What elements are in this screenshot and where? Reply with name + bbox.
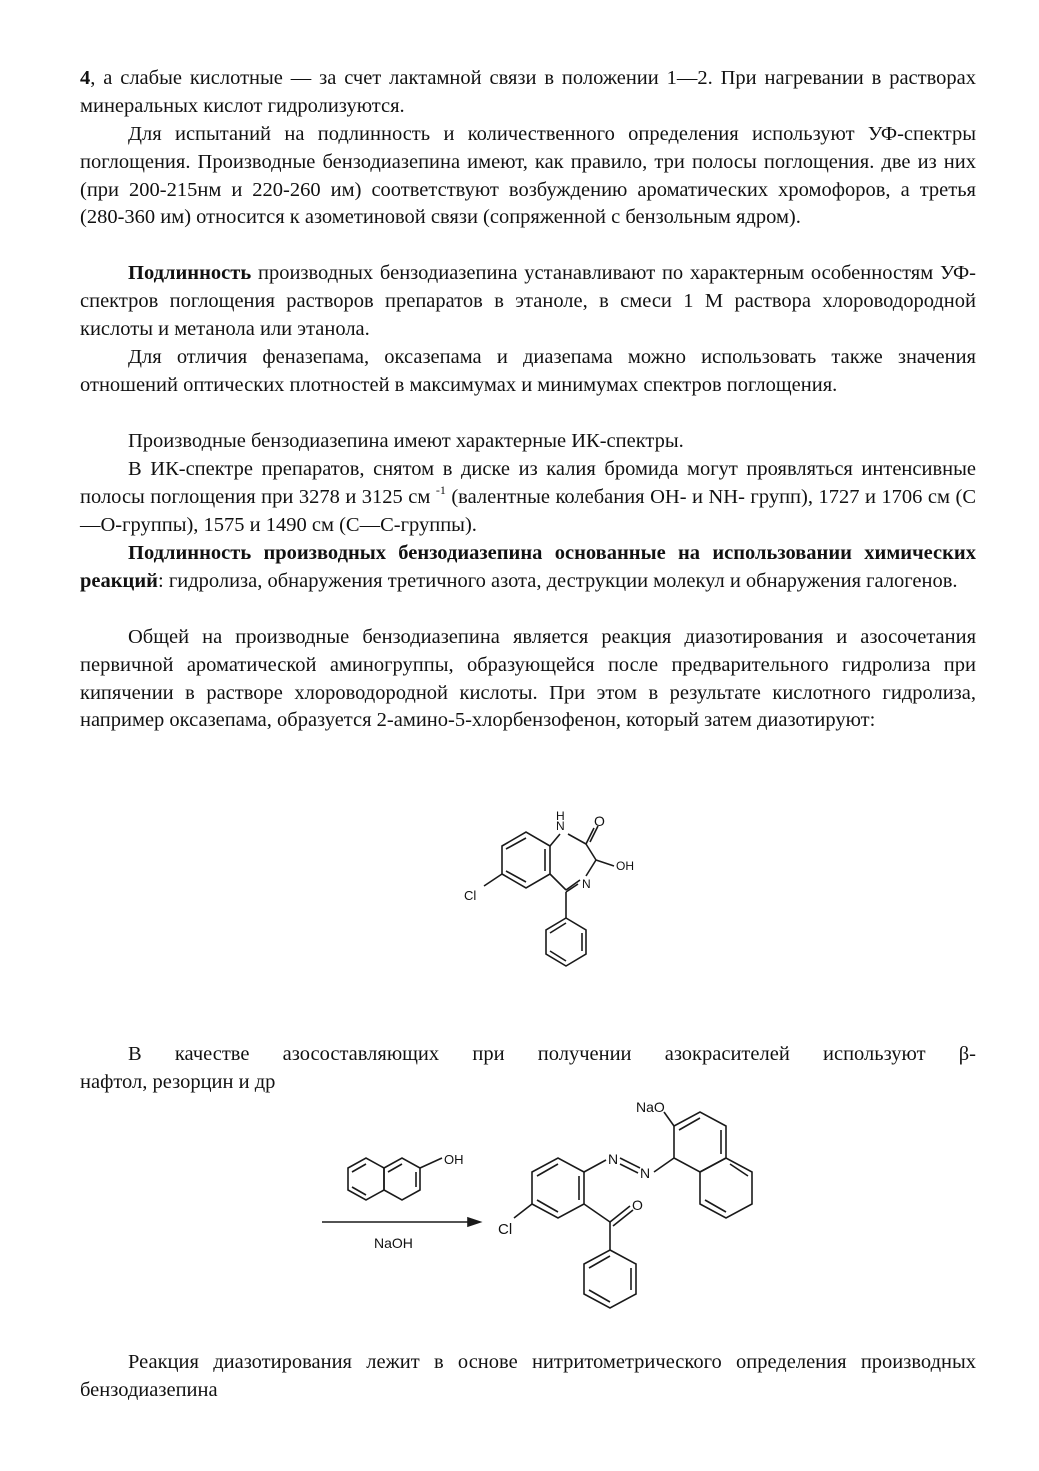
- paragraph-7: [80, 540, 976, 596]
- cl-label: Cl: [464, 888, 477, 903]
- paragraph-8: Общей на производные бензодиазепина является реакция диазотирования и азосочетания первичной ароматической аминогруппы, образующейся после предварительного гидролиза при кипячении в растворе хлороводородной кислоты. При этом в результате кислотного гидролиза, например оксазепама, образуется 2-амино-5-хлорбензофенон, который затем диазотируют:: [80, 626, 976, 732]
- paragraph-10: Реакция диазотирования лежит в основе нитритометрического определения производных бензодиазепина: [80, 1351, 976, 1401]
- paragraph-4: Для отличия феназепама, оксазепама и диазепама можно использовать также значения отношений оптических плотностей в максимумах и минимумах спектров поглощения.: [80, 346, 976, 396]
- oxygen-label: O: [594, 813, 605, 829]
- paragraph-1: [80, 65, 976, 121]
- inner-bond: [550, 951, 566, 961]
- paragraph-6: [80, 456, 976, 539]
- ring-bond: [550, 834, 560, 846]
- n-ring-label: N: [582, 877, 591, 891]
- ring-bond: [568, 834, 586, 844]
- paragraph-text: В ИК-спектре препаратов, снятом в диске из калия бромида могут проявляться интенсивные полосы поглощения при 3278 и 3125 см: [80, 458, 976, 508]
- paragraph-text: производных бензодиазепина устанавливают по характерным особенностям УФ-спектров поглощения растворов препаратов в этаноле, в смеси 1 М раствора хлороводородной кислоты и метанола или этанола.: [80, 262, 976, 340]
- inner-bond: [679, 1118, 700, 1130]
- inner-bond: [537, 1200, 558, 1212]
- paragraph-9-line-2: нафтол, резорцин и др: [80, 1071, 276, 1093]
- inner-bond: [550, 923, 566, 933]
- paragraph-5: Производные бензодиазепина имеют характерные ИК-спектры.: [128, 430, 684, 452]
- paragraph-9-line-1: В качестве азосоставляющих при получении азокрасителей используют β-: [128, 1043, 976, 1065]
- bold-term: Подлинность: [128, 262, 252, 284]
- oh-label: OH: [616, 859, 634, 873]
- arrow-head: [468, 1218, 480, 1226]
- paragraph-3: [80, 260, 976, 343]
- product-o-label: O: [632, 1197, 643, 1213]
- benzene-ring-a: [502, 832, 550, 888]
- reagent-label: NaOH: [374, 1235, 413, 1251]
- ketone-bond: [584, 1204, 610, 1222]
- azo-n2-label: N: [640, 1165, 651, 1181]
- cl-bond: [484, 874, 502, 886]
- bold-heading: Подлинность производных бензодиазепина основанные на использовании химических реакций: [80, 542, 976, 592]
- paragraph-2: Для испытаний на подлинность и количественного определения используют УФ-спектры поглощения. Производные бензодиазепина имеют, как правило, три полосы поглощения. две из них (при 200-215нм и 220-260 им) соответствуют возбуждению ароматических хромофоров, а третья (280-360 им) относится к азометиновой связи (сопряженной с бензольным ядром).: [80, 123, 976, 229]
- product-chlorophenyl-ring: [532, 1158, 584, 1218]
- naphthol-oh-label: OH: [444, 1152, 464, 1167]
- inner-bond: [506, 838, 526, 849]
- nh-label: H: [556, 809, 565, 823]
- paragraph-text: : гидролиза, обнаружения третичного азота, деструкции молекул и обнаружения галогенов.: [158, 569, 958, 592]
- oh-bond: [420, 1158, 442, 1168]
- ona-bond: [664, 1112, 674, 1126]
- inner-bond: [589, 1290, 610, 1302]
- ring-bond: [550, 874, 566, 890]
- product-phenyl-ring: [584, 1250, 636, 1308]
- azo-double-bond: [620, 1158, 640, 1168]
- ring-bond: [586, 844, 596, 860]
- inner-bond: [705, 1200, 726, 1212]
- cl-bond: [514, 1204, 532, 1218]
- phenyl-ring: [546, 918, 586, 966]
- product-cl-label: Cl: [498, 1221, 513, 1238]
- superscript: -1: [435, 482, 446, 497]
- inner-bond: [589, 1256, 610, 1268]
- oh-bond: [596, 860, 614, 866]
- inner-bond: [506, 871, 526, 882]
- paragraph-text: , а слабые кислотные — за счет лактамной связи в положении 1—2. При нагревании в растворах минеральных кислот гидролизуются.: [80, 67, 976, 117]
- ring-bond: [586, 860, 596, 876]
- paragraph-text: (валентные колебания ОН- и NH- групп), 1727 и 1706 см (С—О-группы), 1575 и 1490 см (С—С-группы).: [80, 485, 976, 536]
- oxazepam-structure-diagram: [440, 808, 660, 998]
- bold-lead: 4: [80, 67, 91, 89]
- inner-bond: [537, 1164, 558, 1176]
- product-naphthyl-ring-2: [700, 1158, 752, 1218]
- n-amide-label: N: [556, 819, 565, 833]
- azo-bond: [654, 1158, 674, 1172]
- azo-coupling-reaction-diagram: [318, 1092, 798, 1342]
- product-nao-label: NaO: [636, 1099, 665, 1115]
- azo-n1-label: N: [608, 1151, 619, 1167]
- azo-bond: [584, 1160, 606, 1172]
